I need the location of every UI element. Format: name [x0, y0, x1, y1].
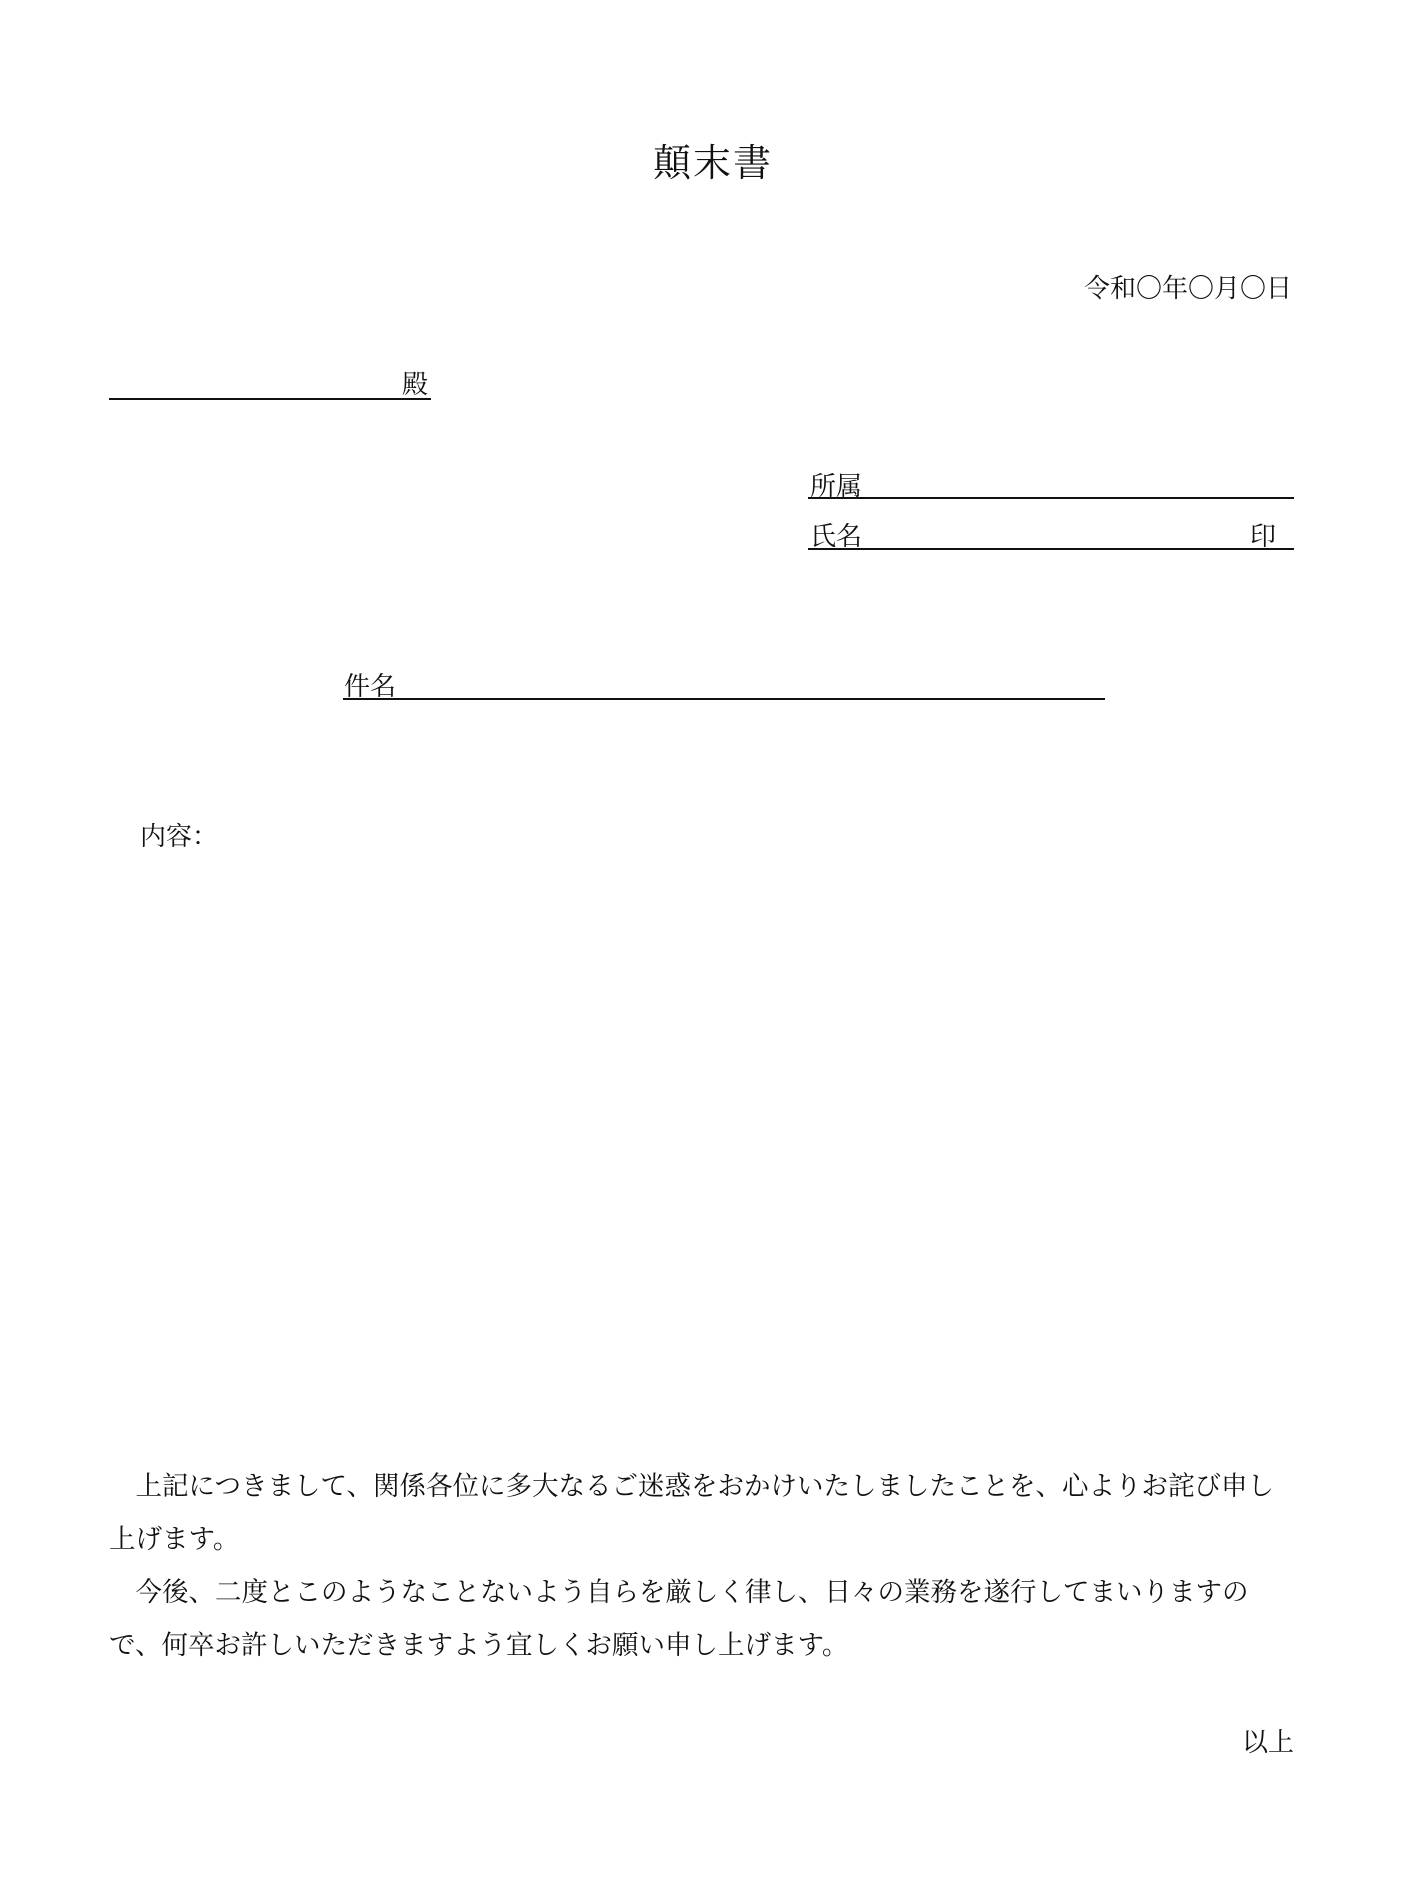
body-text — [109, 1460, 1297, 1672]
addressee-honorific: 殿 — [402, 370, 429, 400]
affiliation-label: 所属 — [810, 472, 863, 502]
name-blank-line — [808, 548, 1294, 550]
subject-blank-line — [343, 698, 1105, 700]
document-date: 令和〇年〇月〇日 — [1083, 274, 1292, 304]
closing-remark: 以上 — [1241, 1728, 1294, 1758]
addressee-blank-line — [109, 398, 431, 400]
body-paragraph: 今後、二度とこのようなことないよう自らを厳しく律し、日々の業務を遂行してまいりますので、何卒お許しいただきますよう宜しくお願い申し上げます。 — [109, 1577, 1249, 1661]
subject-label: 件名 — [344, 672, 397, 702]
name-label: 氏名 — [810, 522, 863, 552]
body-paragraph: 上記につきまして、関係各位に多大なるご迷惑をおかけいたしましたことを、心よりお詫び申し上げます。 — [109, 1471, 1274, 1555]
document-title: 顛末書 — [652, 141, 773, 185]
affiliation-blank-line — [808, 497, 1294, 499]
seal-label: 印 — [1250, 522, 1277, 552]
content-label: 内容： — [140, 822, 219, 852]
